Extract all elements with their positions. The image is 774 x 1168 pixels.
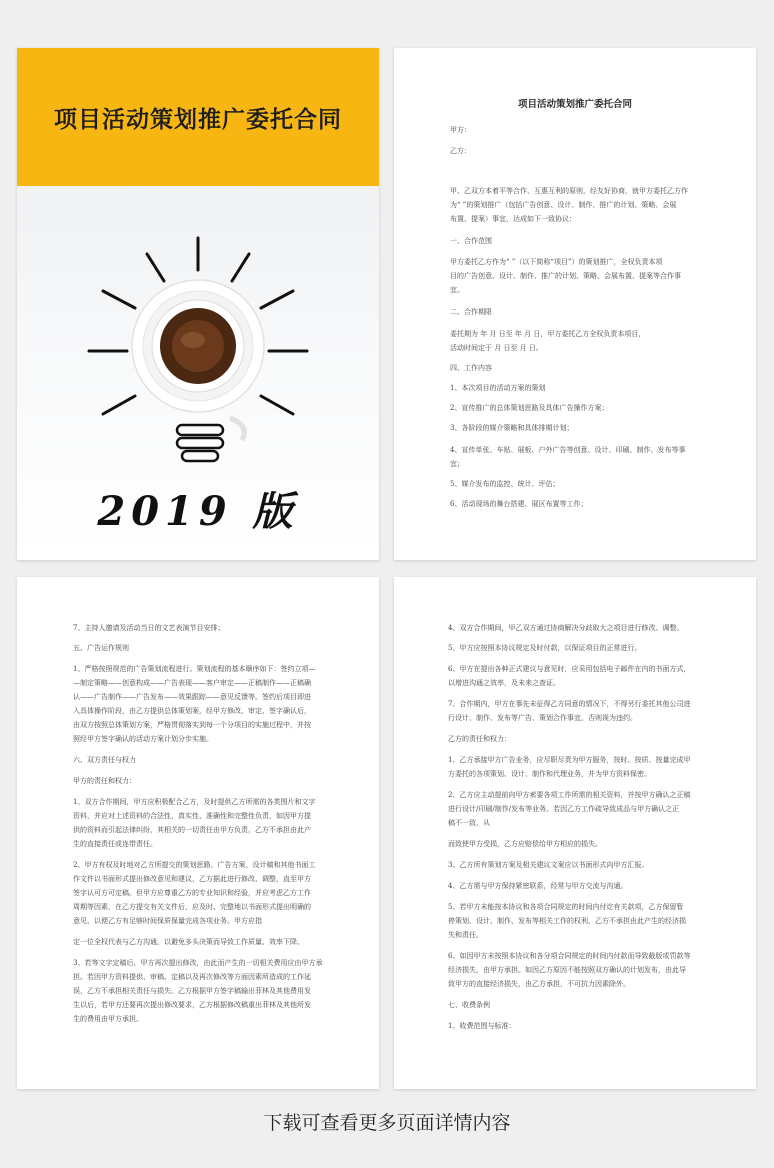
text-line: 宜； [450,460,464,468]
text-line: 2、甲方有权及时地对乙方所提交的策划思路、广告方案、设计稿和其他书面工 [73,861,316,869]
text-line: 7、主持人邀请及活动当日的文艺表演节目安排； [73,624,225,632]
text-line: 为“ ”的策划推广（包括广告创意、设计、制作、推广的计划、策略、会展 [450,201,677,209]
text-line: 入具体操作阶段，由乙方提供总体策划案，经甲方修改、审定、签字确认后， [73,707,311,715]
section-heading: 六、双方责任与权力 [73,756,136,764]
text-line: 5、媒介发布的监控、统计、评估； [450,480,560,488]
text-line: 活动时间定于 月 日至 月 日。 [450,344,543,352]
text-line: 进行设计/印刷/制作/发布等业务。若因乙方工作疏导致成品与甲方确认之正 [448,805,680,813]
text-line: 致甲方的直接经济损失，由乙方承担，不可抗力因素除外。 [448,980,630,988]
section-heading: 二、合作期限 [450,308,492,316]
text-line: 6、如因甲方未按照本协议和各分项合同规定的时间内付款而导致截版或罚款等 [448,952,691,960]
text-line: 7、合作期内，甲方在事先未征得乙方同意的情况下，不得另行委托其他公司进 [448,700,691,708]
document-title: 项目活动策划推广委托合同 [517,99,632,110]
text-line: 行设计、制作、发布等广告、策划合作事宜，否则视为违约。 [448,714,637,722]
section-heading: 七、收费条例 [448,1001,490,1009]
contract-page-1 [394,48,756,560]
text-line: 生的费用由甲方承担。 [73,1015,143,1023]
section-heading: 四、工作内容 [450,364,492,372]
text-line: 方委托的各项策划、设计、制作和代理业务，并为甲方资料保密。 [448,770,651,778]
text-line: 意见，以便乙方有足够时间保质保量完成各项业务。甲方应指 [73,917,262,925]
text-line: 1、本次项目的活动方案的策划 [450,384,546,392]
text-line: 甲方： [450,126,471,134]
text-line: 乙方： [450,147,471,155]
text-line: 3、乙方所有策划方案及相关建议文案应以书面形式向甲方汇报。 [448,861,649,869]
cover-page [17,48,379,560]
text-line: 甲、乙双方本着平等合作、互惠互利的原则，经友好协商，就甲方委托乙方作 [450,187,688,195]
text-line: 6、活动现场的舞台搭建、展区布置等工作； [450,500,588,508]
text-line: 停策划、设计、制作、发布等相关工作的权利，乙方不承担由此产生的经济损 [448,917,686,925]
text-line: 3、若等文字定稿后，甲方再次提出修改，由此而产生的一切相关费用应由甲方承 [73,959,323,967]
text-line: 4、乙方需与甲方保持紧密联系，经常与甲方交流与沟通。 [448,882,628,890]
text-line: 误，乙方不承担相关责任与损失。乙方根据甲方签字稿输出菲林及其他费用发 [73,987,311,995]
text-line: 甲方的责任和权力： [73,777,136,785]
text-line: 生的直接责任或连带责任。 [73,840,157,848]
text-line: 委托期为 年 月 日至 年 月 日，甲方委托乙方全权负责本项目， [450,330,646,338]
text-line: 签字认可方可定稿。但甲方应尊重乙方的专业知识和经验，并应考虑乙方工作 [73,889,311,897]
text-line: 定一位全权代表与乙方沟通，以避免多头决策而导致工作质量、效率下降。 [73,938,304,946]
cover-title: 项目活动策划推广委托合同 [54,106,342,133]
text-line: 宜。 [450,286,464,294]
text-line: 照经甲方签字确认的活动方案计划分步实施。 [73,735,213,743]
text-line: 稿不一致，从 [448,819,490,827]
text-line: 供的资料而引起法律纠纷，其相关的一切责任由甲方负责，乙方不承担由此产 [73,826,311,834]
text-line: 经济损失，由甲方承担。如因乙方原因不能按照双方确认的计划发布，由此导 [448,966,686,974]
coffee-lightbulb-icon [17,186,379,486]
section-heading: 一、合作范围 [450,237,492,245]
text-line: 4、宣传单张、车贴、展板、户外广告等创意、设计、印刷、制作、发布等事 [450,446,686,454]
section-heading: 五、广告运作规则 [73,644,129,652]
cover-year-label: 2019 版 [97,488,299,535]
text-line: 4、双方合作期间，甲乙双方通过协商解决分歧取大之项目进行修改、调整。 [448,624,684,632]
text-line: 3、各阶段的媒介策略和具体排期计划； [450,424,574,432]
download-more-caption[interactable]: 下载可查看更多页面详情内容 [263,1112,511,1134]
text-line: 6、甲方在提出各种正式建议与意见时，应采用包括电子邮件在内的书面方式， [448,665,691,673]
text-line: 而致使甲方受损，乙方应赔偿给甲方相应的损失。 [448,840,602,848]
text-line: 5、若甲方未能按本协议和各项合同规定的时间内付讫有关款项，乙方保留暂 [448,903,684,911]
text-line: 失和责任。 [448,931,483,939]
text-line: 担。若因甲方资料提供、审稿、定稿以及再次修改等方面因素所造成的工作延 [73,973,311,981]
text-line: 1、收费范围与标准： [448,1022,516,1030]
text-line: 1、严格按照规范的广告策划流程进行。策划流程的基本顺序如下：签约立项— [73,665,316,673]
contract-page-2 [17,577,379,1089]
section-heading: 乙方的责任和权力： [448,735,511,743]
text-line: 周期等因素，在乙方提交有关文件后，应及时、完整地以书面形式提出明确的 [73,903,311,911]
text-line: 5、甲方应按照本协议规定及时付款，以保证项目的正常进行。 [448,644,642,652]
text-line: 布置、提案）事宜，达成如下一致协议： [450,215,576,223]
contract-page-3 [394,577,756,1089]
text-line: 生以后，若甲方还要再次提出修改要求，乙方根据修改稿重出菲林及其他所发 [73,1001,311,1009]
text-line: 甲方委托乙方作为“ ”（以下简称“项目”）的策划推广，全权负责本项 [450,258,663,266]
text-line: 2、宣传推广的总体策划思路及具体广告操作方案； [450,404,609,412]
text-line: 认——广告制作——广告发布——效果跟踪——意见反馈等。签约后项目即进 [73,693,311,701]
text-line: 目的广告创意、设计、制作、推广的计划、策略、会展布置、提案等合作事 [450,272,681,280]
text-line: 1、双方合作期间，甲方应积极配合乙方，及时提供乙方所需的各类图片和文字 [73,798,316,806]
text-line: 由双方按照总体策划方案，严格贯彻落实到每一个分项目的实施过程中，并按 [73,721,311,729]
text-line: 以增进沟通之效率，及未来之查证。 [448,679,560,687]
text-line: 2、乙方应主动提前向甲方索要各项工作所需的相关资料，并按甲方确认之正稿 [448,791,691,799]
text-line: 1、乙方承接甲方广告业务，应尽职尽责为甲方服务，按时、按质、按量完成甲 [448,756,691,764]
text-line: 资料，并应对上述资料的合法性、真实性、准确性和完整性负责，如因甲方提 [73,812,311,820]
text-line: —制定策略——创意构成——广告表现——客户审定——正稿制作——正稿确 [73,679,311,687]
text-line: 作文件以书面形式提出修改意见和建议，乙方据此进行修改、调整，直至甲方 [73,875,311,883]
